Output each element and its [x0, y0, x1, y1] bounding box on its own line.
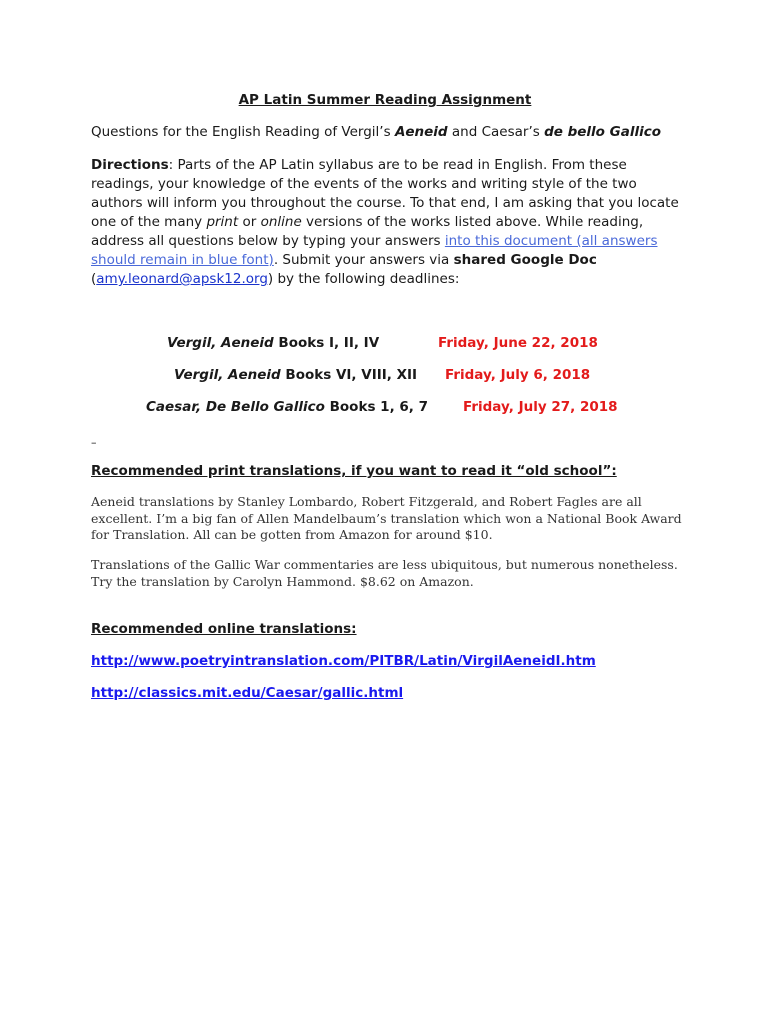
deadline-work: Vergil, Aeneid: [174, 367, 281, 383]
directions-label: Directions: [91, 157, 169, 173]
aeneid-translations-paragraph: Aeneid translations by Stanley Lombardo, Robert Fitzgerald, and Robert Fagles are all excellent. I’m a big fan of Allen Mandelbaum’s translation which won a National Book Award for Translation. All can be gotten from Amazon for around $10.: [91, 494, 682, 542]
directions-text-4: . Submit your answers via: [273, 252, 454, 268]
document-link[interactable]: into this document (all answers should remain in blue font): [91, 233, 658, 268]
directions-paragraph: [91, 156, 683, 289]
vergil-translation-link[interactable]: http://www.poetryintranslation.com/PITBR/Latin/VirgilAeneidI.htm: [91, 653, 596, 669]
online-translations-heading: Recommended online translations:: [91, 621, 357, 637]
stray-dash: –: [91, 436, 97, 449]
directions-google-doc: shared Google Doc: [453, 252, 597, 268]
directions-em-online: online: [260, 214, 302, 230]
gallic-translations-paragraph: Translations of the Gallic War commentaries are less ubiquitous, but numerous nonetheless. Try the translation by Carolyn Hammond. $8.62 on Amazon.: [91, 557, 678, 589]
directions-text-3: versions of the works listed above. While reading, address all questions below by typing your answers: [91, 214, 644, 249]
directions-text-2: or: [238, 214, 261, 230]
subtitle: [91, 124, 661, 140]
subtitle-work-gallico: de bello Gallico: [544, 124, 661, 140]
caesar-translation-link[interactable]: http://classics.mit.edu/Caesar/gallic.html: [91, 685, 404, 701]
subtitle-work-aeneid: Aeneid: [394, 124, 448, 140]
deadline-books: Books 1, 6, 7: [324, 399, 429, 415]
deadline-books: Books I, II, IV: [273, 335, 380, 351]
directions-text-6: ) by the following deadlines:: [267, 271, 460, 287]
deadline-date-3: Friday, July 27, 2018: [463, 399, 618, 415]
deadline-work: Vergil, Aeneid: [167, 335, 274, 351]
print-translations-heading: Recommended print translations, if you want to read it “old school”:: [91, 463, 617, 479]
subtitle-prefix: Questions for the English Reading of Vergil’s: [91, 124, 395, 140]
deadline-date-1: Friday, June 22, 2018: [438, 335, 598, 351]
directions-em-print: print: [206, 214, 239, 230]
directions-text-5: (: [91, 271, 97, 287]
deadline-row-1: [167, 335, 379, 351]
deadline-books: Books VI, VIII, XII: [280, 367, 418, 383]
page-title: AP Latin Summer Reading Assignment: [238, 92, 532, 108]
email-link[interactable]: amy.leonard@apsk12.org: [96, 271, 268, 287]
deadline-row-3: [146, 399, 428, 415]
deadline-work: Caesar, De Bello Gallico: [146, 399, 325, 415]
deadline-date-2: Friday, July 6, 2018: [445, 367, 591, 383]
deadline-row-2: [174, 367, 417, 383]
subtitle-middle: and Caesar’s: [447, 124, 545, 140]
directions-text-1: : Parts of the AP Latin syllabus are to be read in English. From these readings, your knowledge of the events of the works and writing style of the two authors will inform you throughout the course. To that end, I am asking that you locate one of the many: [91, 157, 679, 230]
